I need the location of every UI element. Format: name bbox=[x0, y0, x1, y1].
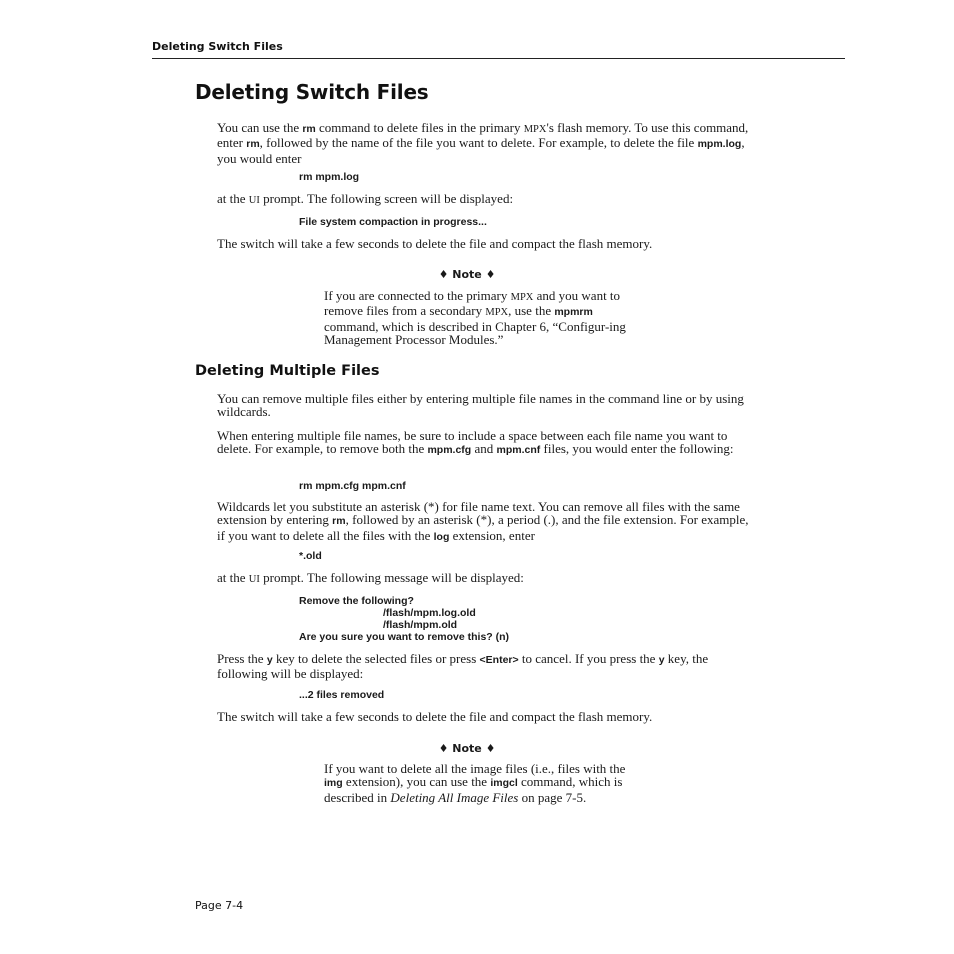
command-rm: rm bbox=[332, 515, 346, 528]
command-mpmrm: mpmrm bbox=[554, 306, 593, 319]
paragraph-prompt: at the UI prompt. The following message will be displayed: bbox=[217, 570, 524, 585]
screen-output: File system compaction in progress... bbox=[299, 216, 487, 228]
intro-paragraph: You can use the rm command to delete files in the primary MPX's flash memory. To use this command, enter rm, followed by the name of the file you want to delete. For example, to delete the file mpm.log, you would enter bbox=[217, 120, 749, 166]
screen-output-line: /flash/mpm.old bbox=[383, 619, 458, 631]
cross-reference: Deleting All Image Files bbox=[390, 789, 519, 805]
command-rm: rm bbox=[246, 138, 260, 151]
screen-output: ...2 files removed bbox=[299, 689, 385, 701]
screen-output-line: /flash/mpm.log.old bbox=[383, 607, 476, 619]
note-heading: ♦ Note ♦ bbox=[438, 742, 496, 755]
paragraph-press: Press the y key to delete the selected files or press <Enter> to cancel. If you press the y key, the following will be displayed: bbox=[217, 651, 709, 682]
command-rm: rm bbox=[302, 123, 316, 135]
header-rule bbox=[152, 58, 845, 59]
filename-mpm-cnf: mpm.cnf bbox=[496, 444, 541, 457]
code-example: rm mpm.log bbox=[299, 171, 360, 183]
paragraph-compact: The switch will take a few seconds to delete the file and compact the flash memory. bbox=[217, 236, 653, 251]
extension-log: log bbox=[433, 530, 450, 543]
code-example: rm mpm.cfg mpm.cnf bbox=[299, 480, 406, 492]
paragraph-prompt: at the UI prompt. The following screen will be displayed: bbox=[217, 191, 514, 206]
section-heading: Deleting Multiple Files bbox=[195, 363, 380, 379]
page-title: Deleting Switch Files bbox=[195, 80, 429, 104]
note-heading: ♦ Note ♦ bbox=[438, 268, 496, 281]
running-header: Deleting Switch Files bbox=[152, 40, 283, 53]
paragraph-multiple: You can remove multiple files either by entering multiple file names in the command line or by using wildcards. bbox=[217, 391, 744, 420]
filename-mpm-cfg: mpm.cfg bbox=[427, 444, 472, 457]
note-body: If you want to delete all the image files (i.e., files with the img extension), you can use the imgcl command, which is described in Deleting All Image Files on page 7-5. bbox=[324, 761, 626, 805]
code-example: *.old bbox=[299, 550, 322, 562]
command-imgcl: imgcl bbox=[490, 777, 518, 790]
key-enter: <Enter> bbox=[479, 654, 519, 666]
filename-mpm-log: mpm.log bbox=[697, 138, 742, 151]
screen-output-line: Remove the following? bbox=[299, 595, 414, 607]
paragraph-compact: The switch will take a few seconds to delete the file and compact the flash memory. bbox=[217, 709, 653, 724]
key-y: y bbox=[266, 654, 273, 666]
paragraph-wildcards: Wildcards let you substitute an asterisk (*) for file name text. You can remove all files with the same extension by entering rm, followed by an asterisk (*), a period (.), and the file extension. For example, if you want to delete all the files with the log extension, enter bbox=[217, 499, 749, 543]
page-number: Page 7-4 bbox=[195, 899, 244, 912]
screen-output-line: Are you sure you want to remove this? (n) bbox=[299, 631, 510, 643]
note-body: If you are connected to the primary MPX and you want to remove files from a secondary MPX, use the mpmrm command, which is described in Chapter 6, “Configur-ing Management Processor Modules.” bbox=[324, 288, 626, 348]
extension-img: img bbox=[324, 777, 343, 790]
paragraph-file-names: When entering multiple file names, be sure to include a space between each file name you want to delete. For example, to remove both the mpm.cfg and mpm.cnf files, you would enter the following: bbox=[217, 428, 734, 457]
key-y: y bbox=[658, 654, 665, 666]
